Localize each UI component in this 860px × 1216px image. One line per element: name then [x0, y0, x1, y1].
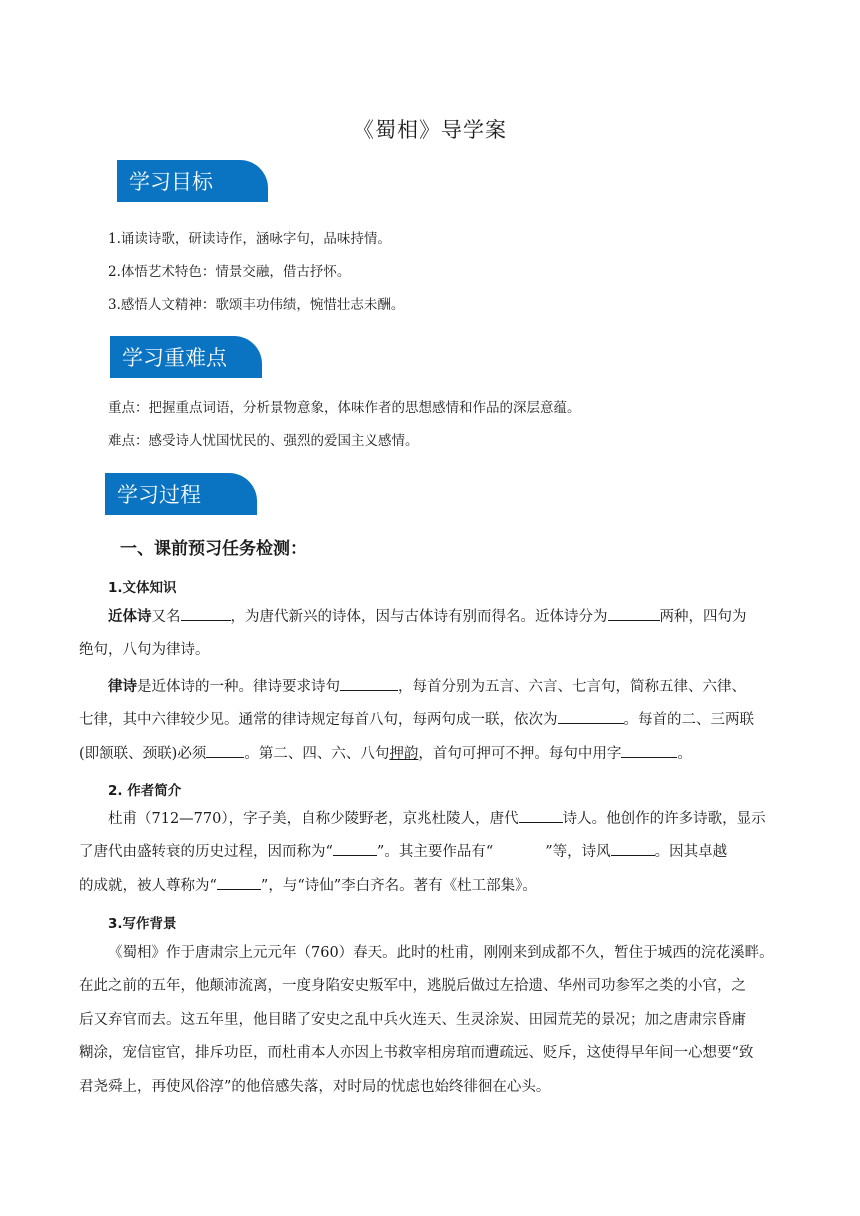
text-run: (即颔联、颈联)必须 [79, 746, 207, 762]
text-run: 。每首的二、三两联 [623, 712, 754, 728]
genre-paragraph-line [79, 704, 754, 737]
background-line: 在此之前的五年，他颠沛流离，一度身陷安史叛军中，逃脱后做过左拾遗、华州司功参军之类的小官，之 [79, 978, 746, 994]
text-run: 了唐代由盛转衰的历史过程，因而称为“ [79, 844, 333, 860]
goal-item: 3.感悟人文精神：歌颂丰功伟绩，惋惜壮志未酬。 [108, 297, 405, 313]
background-heading: 3.写作背景 [108, 916, 177, 932]
text-run: 两种，四句为 [659, 609, 747, 625]
text-run: 七律，其中六律较少见。通常的律诗规定每首八句，每两句成一联，依次为 [79, 712, 558, 728]
genre-paragraph-line: 绝句，八句为律诗。 [79, 642, 210, 658]
text-run: 诗人。他创作的许多诗歌，显示 [562, 811, 766, 827]
text-run: ，每首分别为五言、六言、七言句，简称五律、六律、 [398, 679, 746, 695]
text-run: ，首句可押可不押。每句中用字 [418, 746, 622, 762]
goals-header-rule [117, 200, 268, 202]
text-run: 。因其卓越 [654, 844, 728, 860]
text-run: ，为唐代新兴的诗体，因与古体诗有别而得名。近体诗分为 [230, 609, 608, 625]
page-title: 《蜀相》导学案 [353, 118, 507, 142]
text-run: 。 [677, 746, 692, 762]
term-regulated-verse: 律诗 [108, 679, 137, 695]
key-point-text: 重点：把握重点词语，分析景物意象，体味作者的思想感情和作品的深层意蕴。 [108, 400, 581, 416]
text-run: 的成就，被人尊称为“ [79, 878, 217, 894]
fill-blank[interactable] [333, 840, 377, 856]
author-paragraph-line [108, 803, 766, 836]
goal-item: 1.诵读诗歌，研读诗作，涵咏字句，品味持情。 [108, 231, 391, 247]
text-run: ”。其主要作品有“ [376, 844, 494, 860]
process-header: 学习过程 [105, 473, 257, 515]
fill-blank[interactable] [340, 675, 398, 691]
text-run: 是近体诗的一种。律诗要求诗句 [137, 679, 340, 695]
text-run: ”等，诗风 [545, 844, 611, 860]
text-run: ”，与“诗仙”李白齐名。著有《杜工部集》。 [260, 878, 537, 894]
background-line: 《蜀相》作于唐肃宗上元元年（760）春天。此时的杜甫，刚刚来到成都不久，暂住于城西的浣花溪畔。 [108, 945, 774, 961]
fill-blank[interactable] [206, 742, 244, 758]
difficult-point-text: 难点：感受诗人忧国忧民的、强烈的爱国主义感情。 [108, 433, 419, 449]
text-run: 杜甫（712—770），字子美，自称少陵野老，京兆杜陵人，唐代 [108, 811, 519, 827]
fill-blank[interactable] [217, 874, 261, 890]
author-paragraph-line [79, 870, 537, 903]
genre-paragraph-line [79, 738, 692, 771]
author-paragraph-line [79, 836, 727, 869]
fill-blank[interactable] [621, 742, 677, 758]
text-run: 。第二、四、六、八句 [244, 746, 390, 762]
process-header-rule [105, 513, 257, 515]
section-heading: 一、课前预习任务检测： [120, 539, 307, 559]
key-points-header: 学习重难点 [110, 336, 262, 378]
author-heading: 2. 作者简介 [108, 783, 182, 799]
background-line: 后又弃官而去。这五年里，他目睹了安史之乱中兵火连天、生灵涂炭、田园荒芜的景况；加之唐肃宗昏庸 [79, 1012, 746, 1028]
underlined-term: 押韵 [389, 746, 419, 762]
goals-header: 学习目标 [117, 160, 268, 202]
key-points-header-rule [110, 376, 262, 378]
background-line: 君尧舜上，再使风俗淳”的他倍感失落，对时局的忧虑也始终徘徊在心头。 [79, 1079, 551, 1095]
fill-blank[interactable] [558, 708, 624, 724]
genre-paragraph-line [108, 671, 746, 704]
fill-blank[interactable] [611, 840, 655, 856]
genre-paragraph-line [108, 601, 747, 634]
goal-item: 2.体悟艺术特色：情景交融，借古抒怀。 [108, 264, 351, 280]
genre-heading: 1.文体知识 [108, 580, 177, 596]
term-modern-poem: 近体诗 [108, 609, 152, 625]
fill-blank[interactable] [181, 605, 231, 621]
fill-blank[interactable] [608, 605, 660, 621]
fill-blank[interactable] [519, 807, 563, 823]
text-run: 又名 [151, 609, 181, 625]
background-line: 糊涂，宠信宦官，排斥功臣，而杜甫本人亦因上书救宰相房琯而遭疏远、贬斥，这使得早年间一心想要“致 [79, 1045, 754, 1061]
